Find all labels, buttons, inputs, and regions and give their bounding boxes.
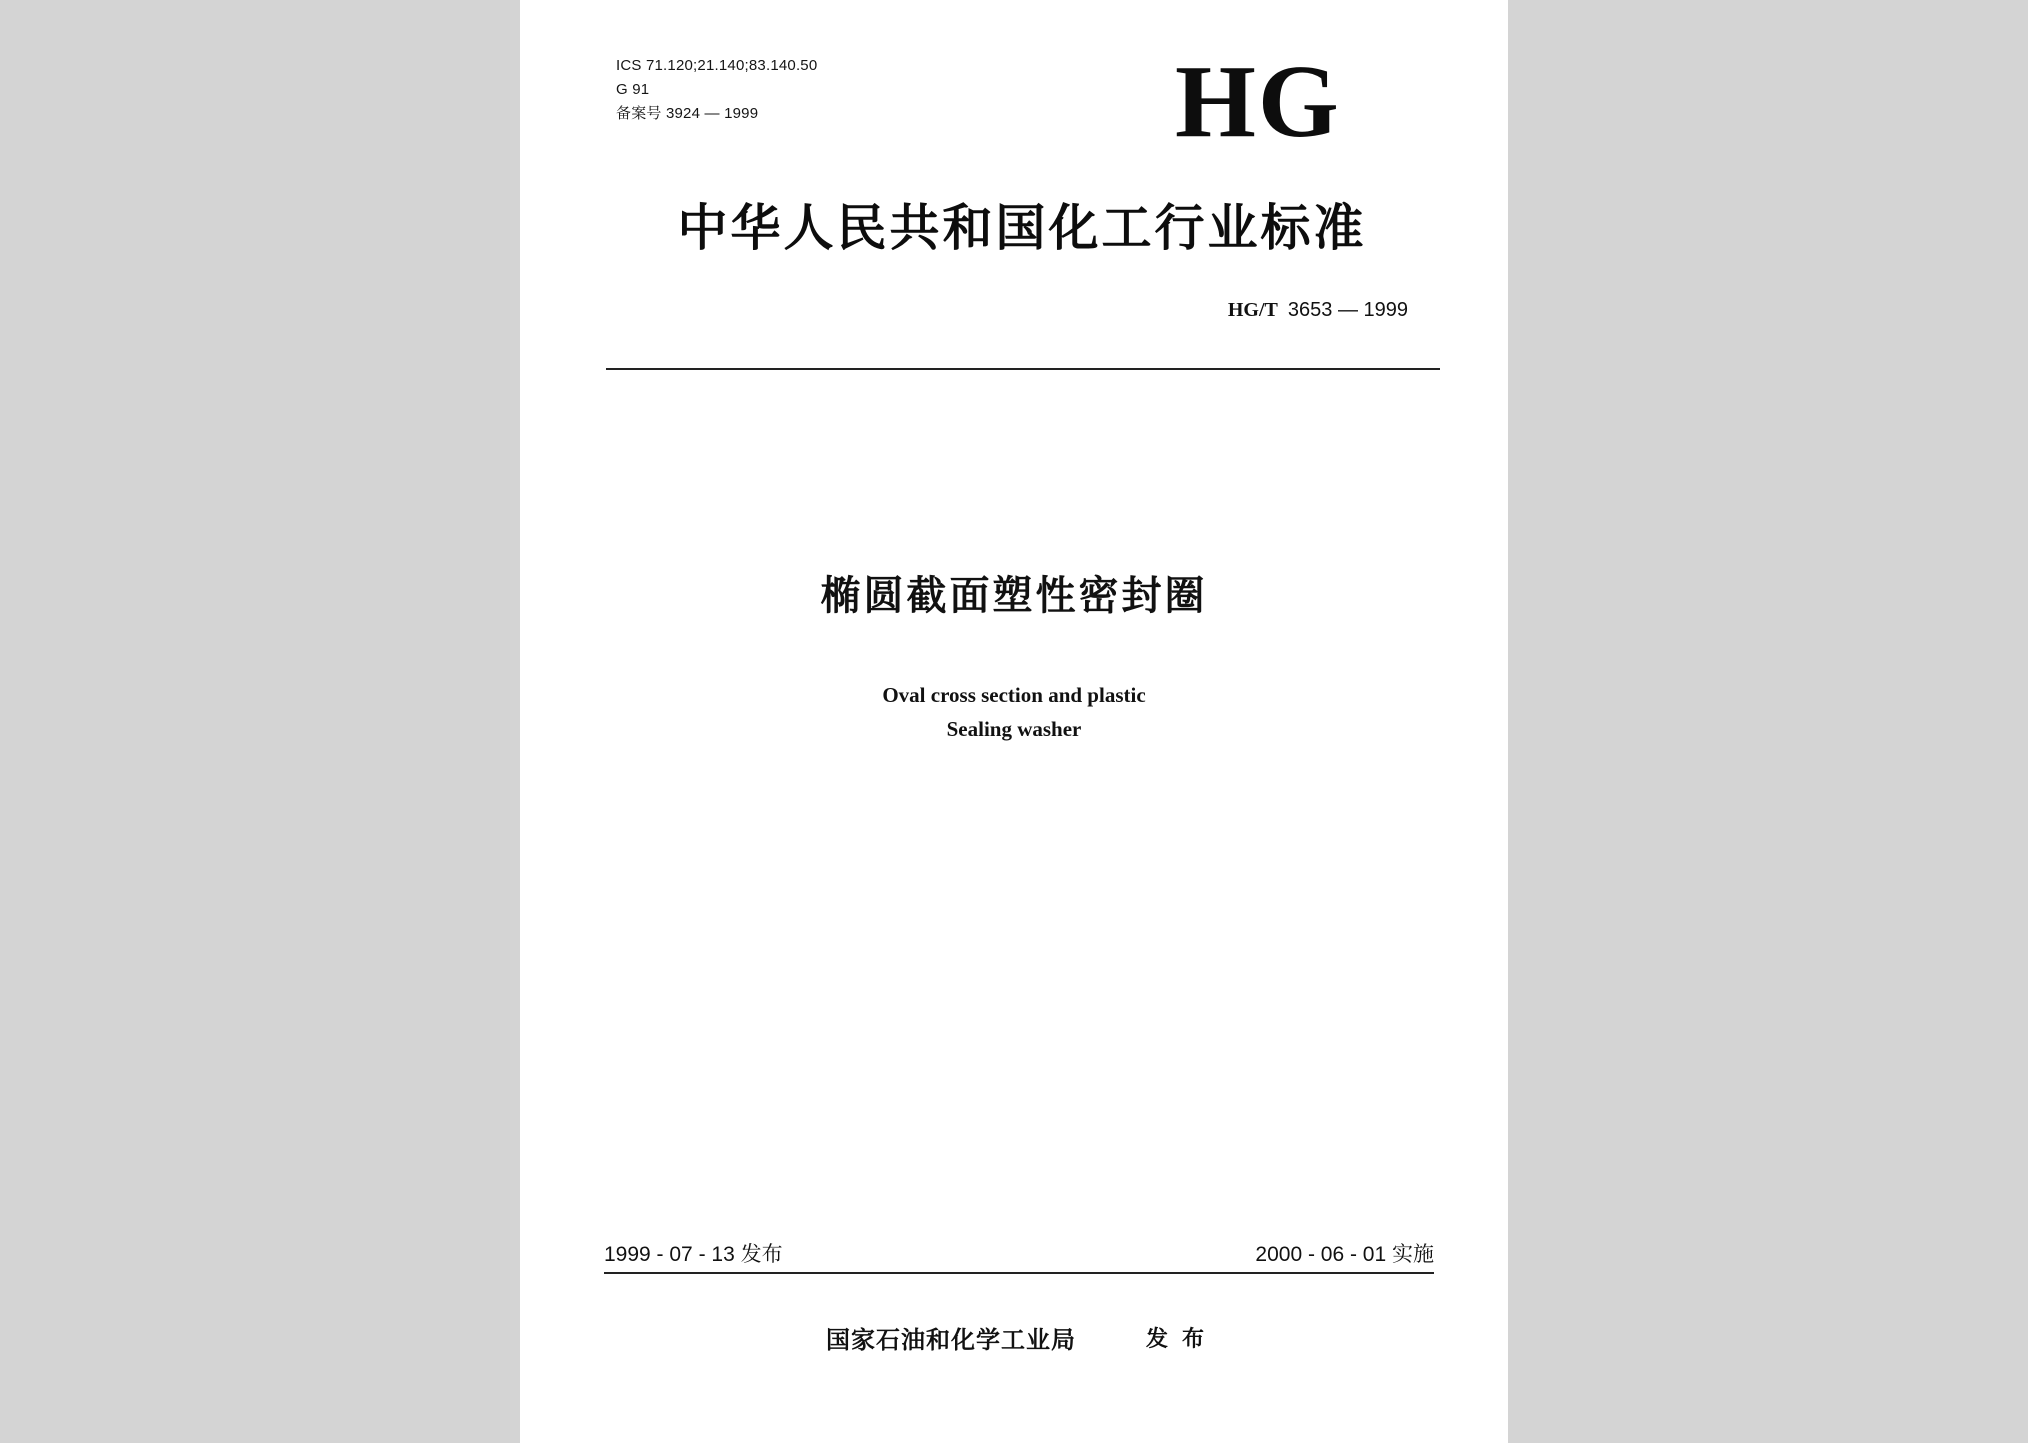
- publish-label: 发布: [1146, 1327, 1219, 1352]
- english-title-line-1: Oval cross section and plastic: [882, 683, 1146, 707]
- standard-title: 中华人民共和国化工行业标准: [677, 198, 1367, 257]
- english-title-line-2: Sealing washer: [946, 717, 1082, 741]
- document-title-chinese: 椭圆截面塑性密封圈: [820, 573, 1208, 619]
- publisher-name: 国家石油和化学工业局: [826, 1326, 1076, 1354]
- top-divider: [606, 368, 1440, 370]
- ics-code: ICS 71.120;21.140;83.140.50: [616, 57, 818, 74]
- standard-code: [1228, 296, 1408, 323]
- document-page: [520, 0, 1508, 1443]
- bottom-divider: [604, 1272, 1434, 1274]
- document-title-english: [520, 678, 1508, 746]
- hg-logo: HG: [1175, 44, 1341, 159]
- issue-date: 1999 - 07 - 13 发布: [604, 1243, 783, 1266]
- standard-code-prefix: HG/T: [1227, 299, 1278, 321]
- header-meta: [616, 54, 817, 126]
- standard-code-number: 3653 — 1999: [1287, 299, 1408, 321]
- record-number: 备案号 3924 — 1999: [616, 105, 759, 122]
- implementation-date: 2000 - 06 - 01 实施: [1255, 1243, 1434, 1266]
- classification-code: G 91: [616, 81, 650, 98]
